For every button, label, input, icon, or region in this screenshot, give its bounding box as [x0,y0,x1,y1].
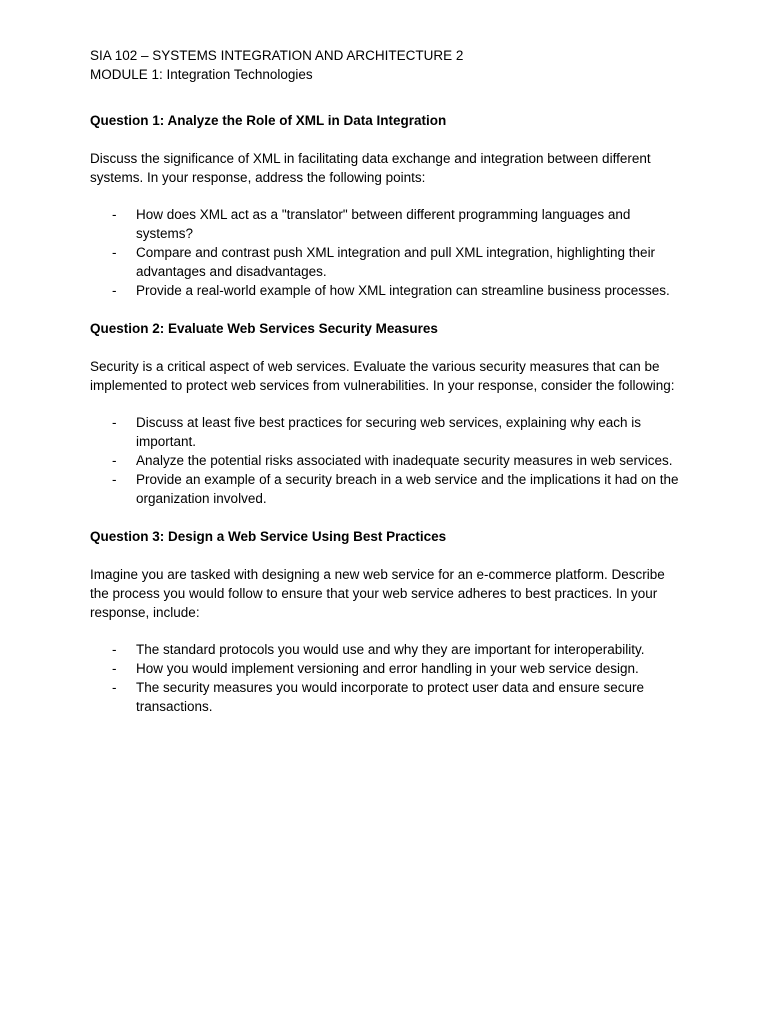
list-item [90,413,686,451]
bullet-dash: - [112,283,117,298]
question-title: Question 3: Design a Web Service Using Best Practices [90,529,447,544]
bullet-dash: - [112,453,117,468]
question-title: Question 1: Analyze the Role of XML in Data Integration [90,113,447,128]
list-item [90,451,686,470]
question-prompt: Security is a critical aspect of web services. Evaluate the various security measures that can be implemented to protect web services from vulnerabilities. In your response, consider the following: [90,359,675,393]
list-item-text: Compare and contrast push XML integration and pull XML integration, highlighting their advantages and disadvantages. [136,245,656,279]
bullet-list [90,205,686,300]
question-1 [90,111,686,319]
list-item [90,205,686,243]
module-title: MODULE 1: Integration Technologies [90,67,313,82]
list-item [90,678,686,716]
bullet-dash: - [112,642,117,657]
question-prompt: Imagine you are tasked with designing a new web service for an e-commerce platform. Describe the process you would follow to ensure that your web service adheres to best practices. In your response, include: [90,567,665,620]
bullet-dash: - [112,680,117,695]
question-title: Question 2: Evaluate Web Services Security Measures [90,321,438,336]
list-item [90,243,686,281]
bullet-dash: - [112,245,117,260]
document-body [90,46,686,716]
list-item [90,470,686,508]
list-item [90,281,686,300]
list-item-text: The standard protocols you would use and why they are important for interoperability. [136,642,645,657]
bullet-dash: - [112,415,117,430]
list-item-text: The security measures you would incorporate to protect user data and ensure secure transactions. [136,680,645,714]
question-2 [90,319,686,527]
question-3 [90,527,686,716]
list-item-text: Analyze the potential risks associated with inadequate security measures in web services. [136,453,673,468]
course-title: SIA 102 – SYSTEMS INTEGRATION AND ARCHITECTURE 2 [90,48,464,63]
list-item-text: How does XML act as a "translator" between different programming languages and systems? [136,207,631,241]
bullet-dash: - [112,661,117,676]
list-item [90,640,686,659]
list-item-text: Provide an example of a security breach in a web service and the implications it had on the organization involved. [136,472,679,506]
list-item [90,659,686,678]
bullet-list [90,413,686,508]
question-prompt: Discuss the significance of XML in facilitating data exchange and integration between different systems. In your response, address the following points: [90,151,651,185]
bullet-dash: - [112,472,117,487]
list-item-text: How you would implement versioning and error handling in your web service design. [136,661,639,676]
bullet-list [90,640,686,716]
list-item-text: Discuss at least five best practices for securing web services, explaining why each is important. [136,415,641,449]
bullet-dash: - [112,207,117,222]
list-item-text: Provide a real-world example of how XML integration can streamline business processes. [136,283,670,298]
